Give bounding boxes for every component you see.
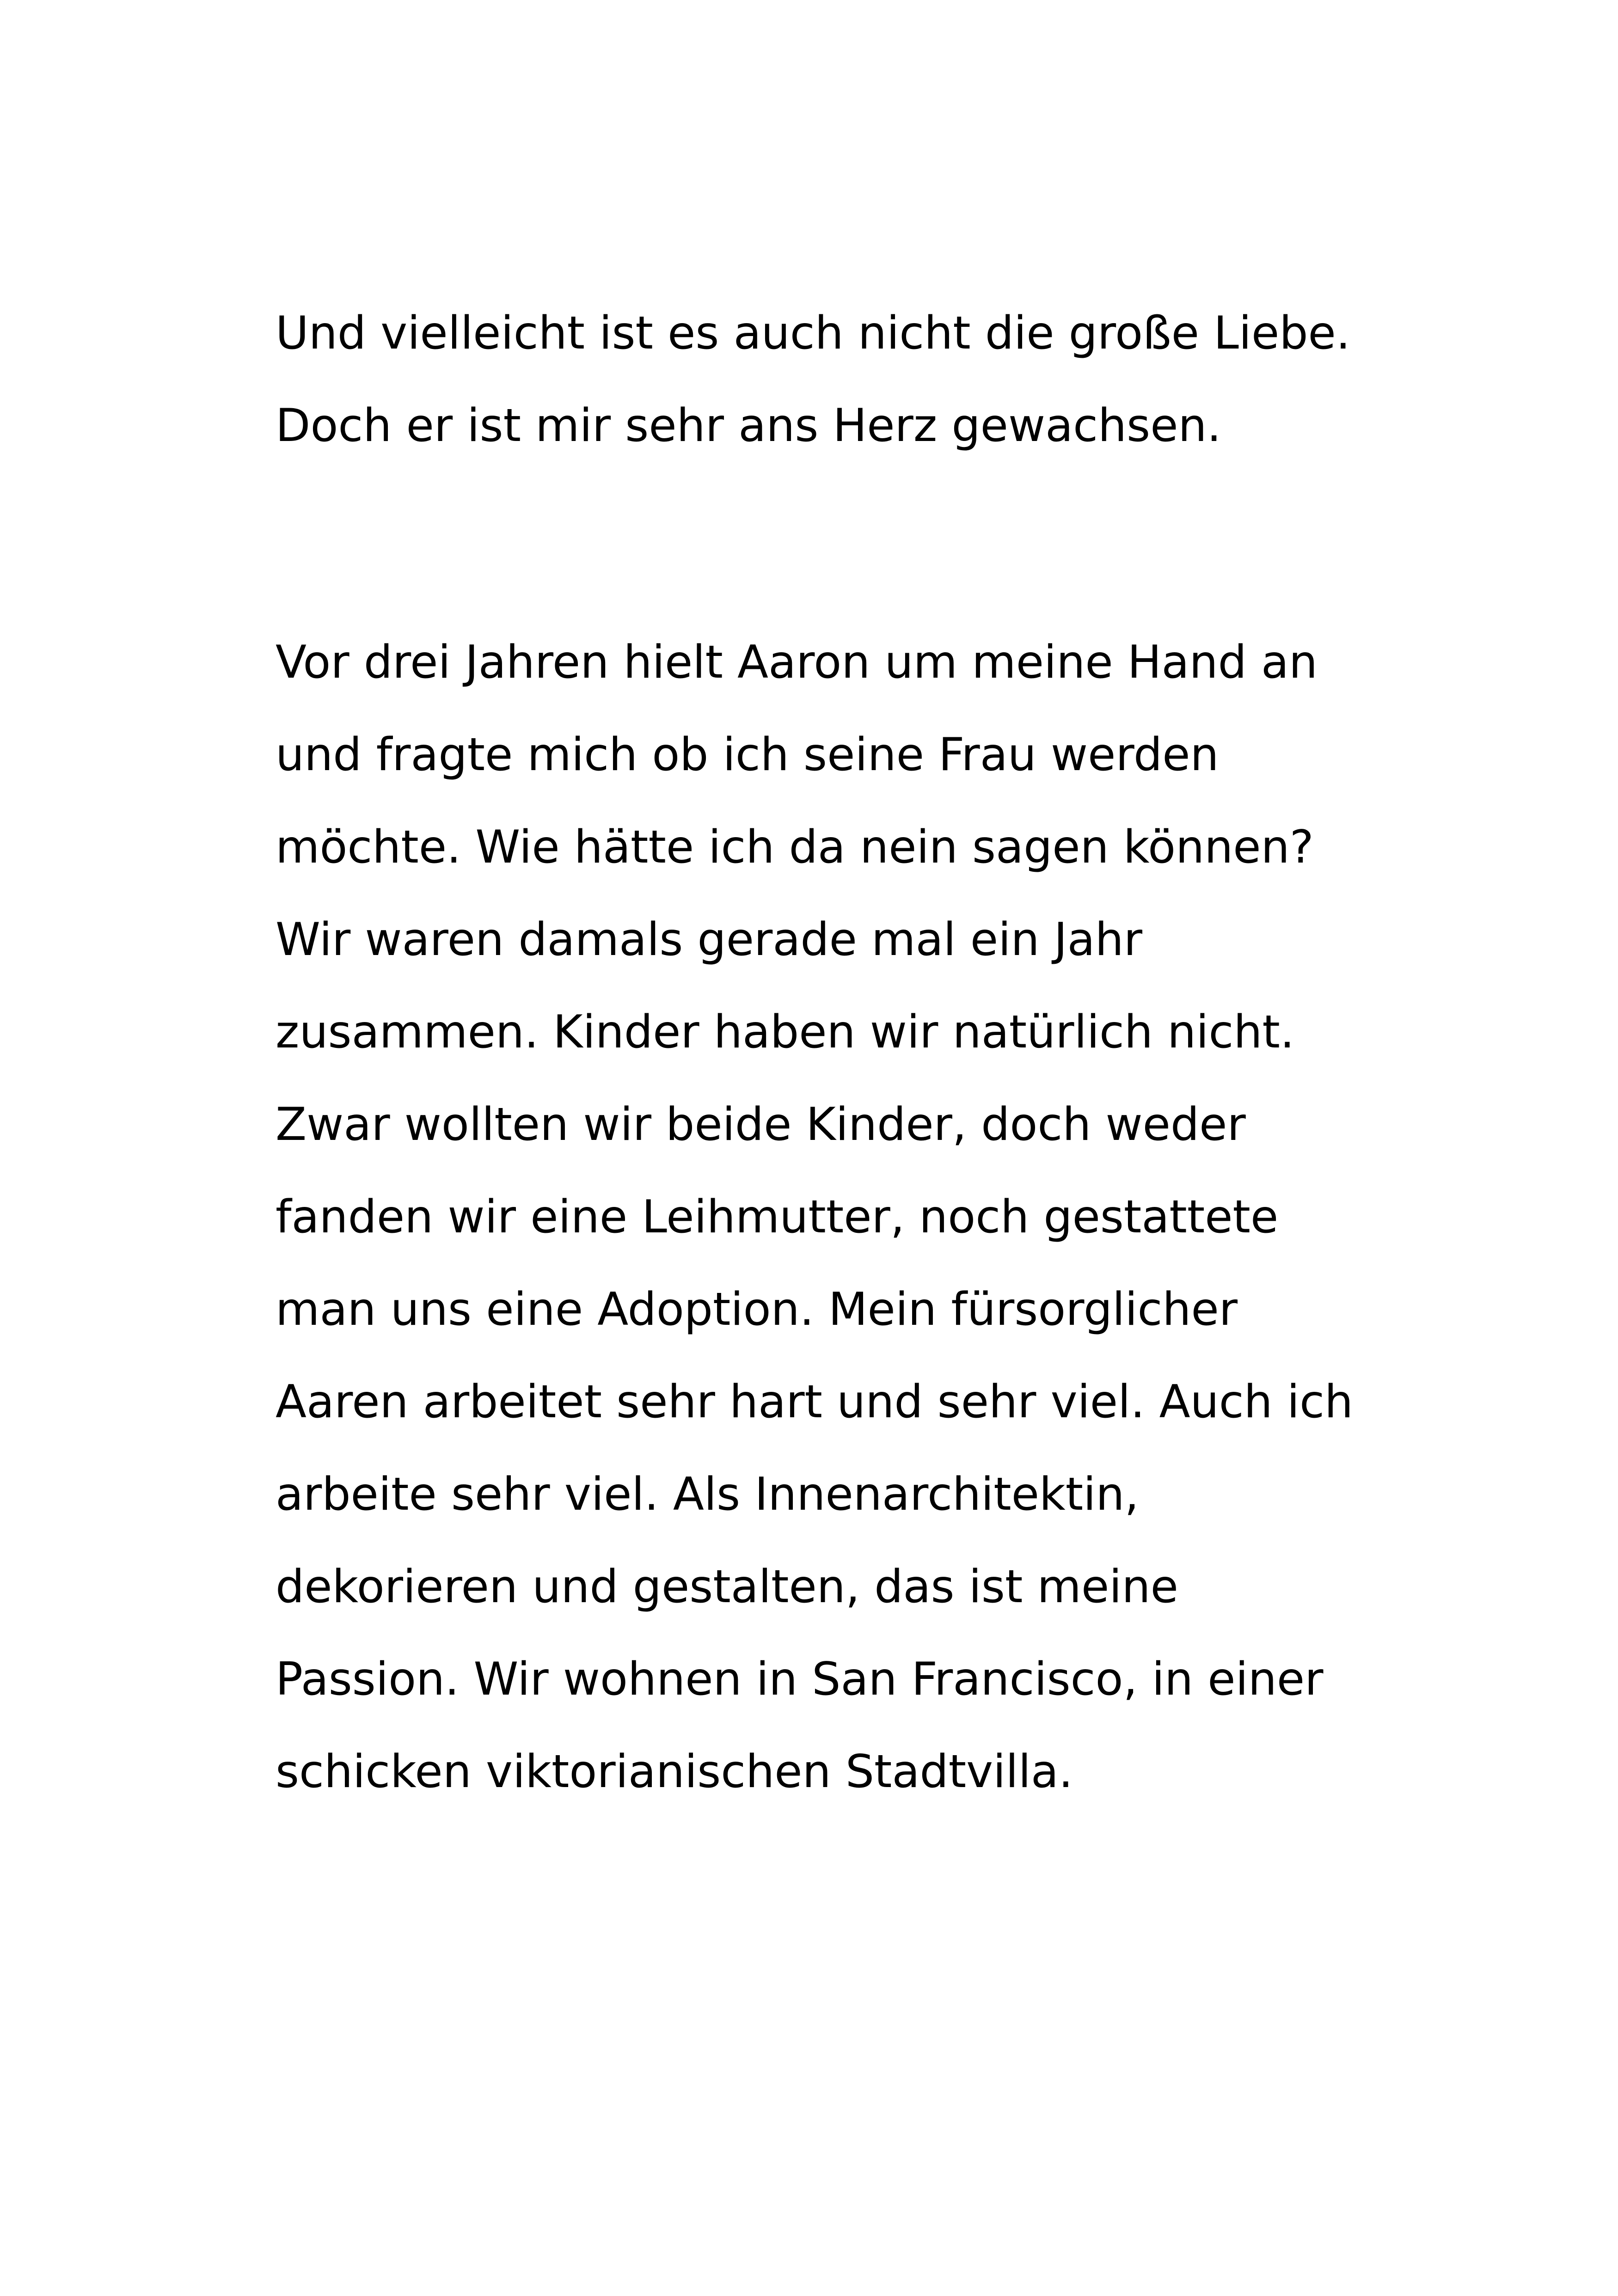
text-line: dekorieren und gestalten, das ist meine: [276, 1561, 1178, 1613]
text-line: Vor drei Jahren hielt Aaron um meine Hand an: [276, 636, 1318, 689]
text-line: zusammen. Kinder haben wir natürlich nicht.: [276, 1006, 1295, 1059]
text-line: Zwar wollten wir beide Kinder, doch weder: [276, 1098, 1246, 1151]
text-line: arbeite sehr viel. Als Innenarchitektin,: [276, 1468, 1139, 1521]
text-line: Doch er ist mir sehr ans Herz gewachsen.: [276, 399, 1221, 452]
text-line: und fragte mich ob ich seine Frau werden: [276, 729, 1219, 781]
text-line: Wir waren damals gerade mal ein Jahr: [276, 913, 1143, 966]
text-line: man uns eine Adoption. Mein fürsorglicher: [276, 1283, 1238, 1336]
text-line: schicken viktorianischen Stadtvilla.: [276, 1745, 1073, 1798]
text-line: Und vielleicht ist es auch nicht die große Liebe.: [276, 307, 1350, 360]
text-line: Passion. Wir wohnen in San Francisco, in einer: [276, 1653, 1324, 1706]
text-line: möchte. Wie hätte ich da nein sagen können?: [276, 821, 1314, 874]
text-line: fanden wir eine Leihmutter, noch gestattete: [276, 1191, 1279, 1243]
text-line: Aaren arbeitet sehr hart und sehr viel. Auch ich: [276, 1376, 1354, 1428]
